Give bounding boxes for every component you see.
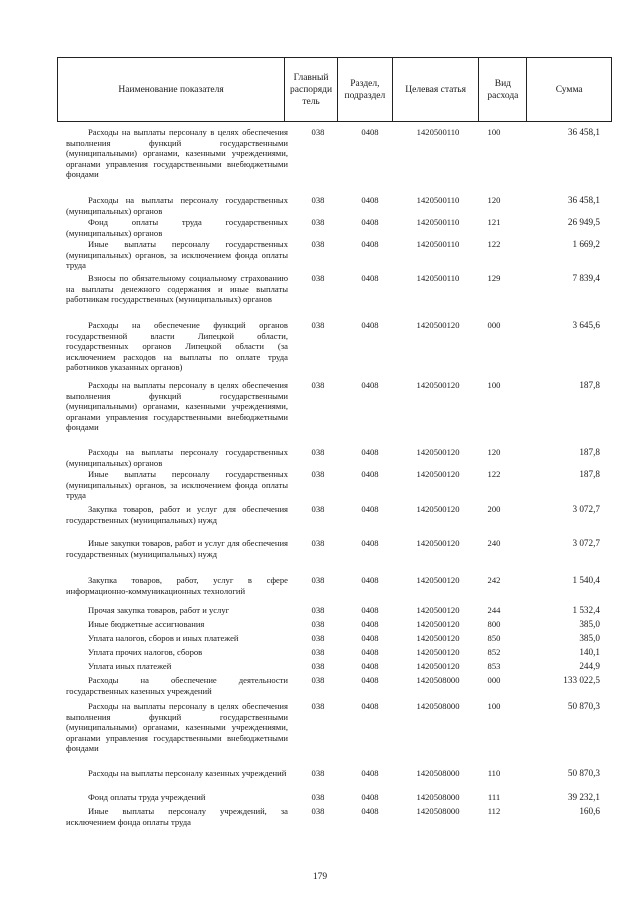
row-name: Иные бюджетные ассигнования [88,619,205,629]
row-vid: 100 [487,127,501,137]
row-vid: 129 [487,273,501,283]
row-cel: 1420500110 [416,273,460,283]
row-cel: 1420500110 [416,239,460,249]
row-sum: 140,1 [579,647,600,657]
row-razd: 0408 [361,447,379,457]
row-cel: 1420500120 [416,633,460,643]
row-sum: 187,8 [579,380,600,390]
row-vid: 240 [487,538,501,548]
row-glav: 038 [311,380,325,390]
row-razd: 0408 [361,469,379,479]
row-vid: 100 [487,701,501,711]
row-sum: 39 232,1 [567,792,600,802]
row-razd: 0408 [361,239,379,249]
row-name: Закупка товаров, работ и услуг для обеспечения государственных (муниципальных) нужд [66,504,288,525]
row-glav: 038 [311,792,325,802]
row-vid: 200 [487,504,501,514]
row-cel: 1420500120 [416,661,460,671]
header-razd: Раздел, подраздел [338,58,393,121]
row-sum: 36 458,1 [567,195,600,205]
row-sum: 244,9 [579,661,600,671]
row-vid: 800 [487,619,501,629]
row-sum: 26 949,5 [567,217,600,227]
row-razd: 0408 [361,619,379,629]
row-name: Иные выплаты персоналу учреждений, за исключением фонда оплаты труда [66,806,288,827]
row-cel: 1420500110 [416,217,460,227]
row-glav: 038 [311,447,325,457]
row-vid: 852 [487,647,501,657]
row-name: Расходы на выплаты персоналу в целях обеспечения выполнения функций государственными (муниципальными) органами, казенными учреждениями, органами управления государственными внебюджетными фондами [66,127,288,180]
row-cel: 1420508000 [416,675,460,685]
row-razd: 0408 [361,127,379,137]
row-razd: 0408 [361,575,379,585]
row-vid: 100 [487,380,501,390]
row-razd: 0408 [361,320,379,330]
row-cel: 1420508000 [416,806,460,816]
row-vid: 121 [487,217,501,227]
row-vid: 000 [487,320,501,330]
row-cel: 1420500120 [416,538,460,548]
row-razd: 0408 [361,538,379,548]
row-name: Уплата прочих налогов, сборов [88,647,203,657]
row-cel: 1420508000 [416,792,460,802]
row-name: Уплата налогов, сборов и иных платежей [88,633,239,643]
row-sum: 385,0 [579,633,600,643]
row-name: Расходы на выплаты персоналу государственных (муниципальных) органов [66,447,288,468]
row-glav: 038 [311,675,325,685]
row-sum: 1 532,4 [572,605,600,615]
row-cel: 1420500120 [416,575,460,585]
row-glav: 038 [311,633,325,643]
row-sum: 133 022,5 [563,675,600,685]
row-cel: 1420500120 [416,469,460,479]
header-vid: Вид расхода [479,58,527,121]
header-glav: Главный распоряди тель [285,58,338,121]
row-cel: 1420500110 [416,127,460,137]
row-name: Закупка товаров, работ, услуг в сфере информационно-коммуникационных технологий [66,575,288,596]
row-glav: 038 [311,320,325,330]
row-name: Уплата иных платежей [88,661,172,671]
row-glav: 038 [311,217,325,227]
row-glav: 038 [311,806,325,816]
row-vid: 120 [487,195,501,205]
row-cel: 1420508000 [416,768,460,778]
row-cel: 1420500120 [416,504,460,514]
row-razd: 0408 [361,217,379,227]
row-cel: 1420500120 [416,320,460,330]
row-sum: 3 645,6 [572,320,600,330]
row-sum: 1 540,4 [572,575,600,585]
header-sum: Сумма [555,84,583,95]
row-sum: 160,6 [579,806,600,816]
row-razd: 0408 [361,661,379,671]
row-razd: 0408 [361,792,379,802]
row-sum: 50 870,3 [567,701,600,711]
row-cel: 1420500120 [416,619,460,629]
row-vid: 122 [487,469,501,479]
row-glav: 038 [311,127,325,137]
row-sum: 385,0 [579,619,600,629]
row-glav: 038 [311,469,325,479]
row-razd: 0408 [361,675,379,685]
row-sum: 7 839,4 [572,273,600,283]
row-vid: 850 [487,633,501,643]
row-razd: 0408 [361,273,379,283]
row-name: Расходы на обеспечение функций органов государственной власти Липецкой области, государственных органов Липецкой области (за исключением расходов на выплаты по оплате труда работников указанных органов) [66,320,288,373]
row-cel: 1420500120 [416,380,460,390]
row-glav: 038 [311,195,325,205]
row-razd: 0408 [361,806,379,816]
row-name: Иные выплаты персоналу государственных (муниципальных) органов, за исключением фонда оплаты труда [66,239,288,271]
row-name: Фонд оплаты труда государственных (муниципальных) органов [66,217,288,238]
header-name: Наименование показателя [58,58,285,121]
row-sum: 187,8 [579,469,600,479]
row-name: Взносы по обязательному социальному страхованию на выплаты денежного содержания и иные выплаты работникам государственных (муниципальных) органов [66,273,288,305]
row-glav: 038 [311,575,325,585]
row-vid: 120 [487,447,501,457]
row-glav: 038 [311,538,325,548]
row-cel: 1420500120 [416,647,460,657]
row-sum: 3 072,7 [572,504,600,514]
row-vid: 110 [487,768,501,778]
row-sum: 187,8 [579,447,600,457]
row-cel: 1420508000 [416,701,460,711]
row-glav: 038 [311,605,325,615]
row-cel: 1420500110 [416,195,460,205]
row-razd: 0408 [361,647,379,657]
row-name: Расходы на выплаты персоналу казенных учреждений [88,768,287,778]
row-name: Расходы на выплаты персоналу в целях обеспечения выполнения функций государственными (муниципальными) органами, казенными учреждениями, органами управления государственными внебюджетными фондами [66,380,288,433]
row-glav: 038 [311,661,325,671]
row-name: Иные закупки товаров, работ и услуг для обеспечения государственных (муниципальных) нужд [66,538,288,559]
row-razd: 0408 [361,768,379,778]
row-vid: 242 [487,575,501,585]
row-glav: 038 [311,504,325,514]
row-vid: 853 [487,661,501,671]
row-sum: 3 072,7 [572,538,600,548]
row-sum: 50 870,3 [567,768,600,778]
row-glav: 038 [311,701,325,711]
row-name: Расходы на выплаты персоналу в целях обеспечения выполнения функций государственными (муниципальными) органами, казенными учреждениями, органами управления государственными внебюджетными фондами [66,701,288,754]
row-vid: 111 [487,792,501,802]
row-glav: 038 [311,647,325,657]
row-sum: 36 458,1 [567,127,600,137]
row-vid: 244 [487,605,501,615]
row-cel: 1420500120 [416,605,460,615]
row-razd: 0408 [361,633,379,643]
row-name: Иные выплаты персоналу государственных (муниципальных) органов, за исключением фонда оплаты труда [66,469,288,501]
row-glav: 038 [311,239,325,249]
row-vid: 122 [487,239,501,249]
header-cel: Целевая статья [393,58,480,121]
row-vid: 112 [487,806,501,816]
row-vid: 000 [487,675,501,685]
row-glav: 038 [311,273,325,283]
row-razd: 0408 [361,380,379,390]
row-cel: 1420500120 [416,447,460,457]
row-name: Прочая закупка товаров, работ и услуг [88,605,230,615]
row-sum: 1 669,2 [572,239,600,249]
row-glav: 038 [311,619,325,629]
row-razd: 0408 [361,605,379,615]
row-razd: 0408 [361,195,379,205]
page-number: 179 [312,872,328,882]
row-name: Фонд оплаты труда учреждений [88,792,206,802]
row-name: Расходы на выплаты персоналу государственных (муниципальных) органов [66,195,288,216]
row-razd: 0408 [361,504,379,514]
row-razd: 0408 [361,701,379,711]
row-glav: 038 [311,768,325,778]
row-name: Расходы на обеспечение деятельности государственных казенных учреждений [66,675,288,696]
